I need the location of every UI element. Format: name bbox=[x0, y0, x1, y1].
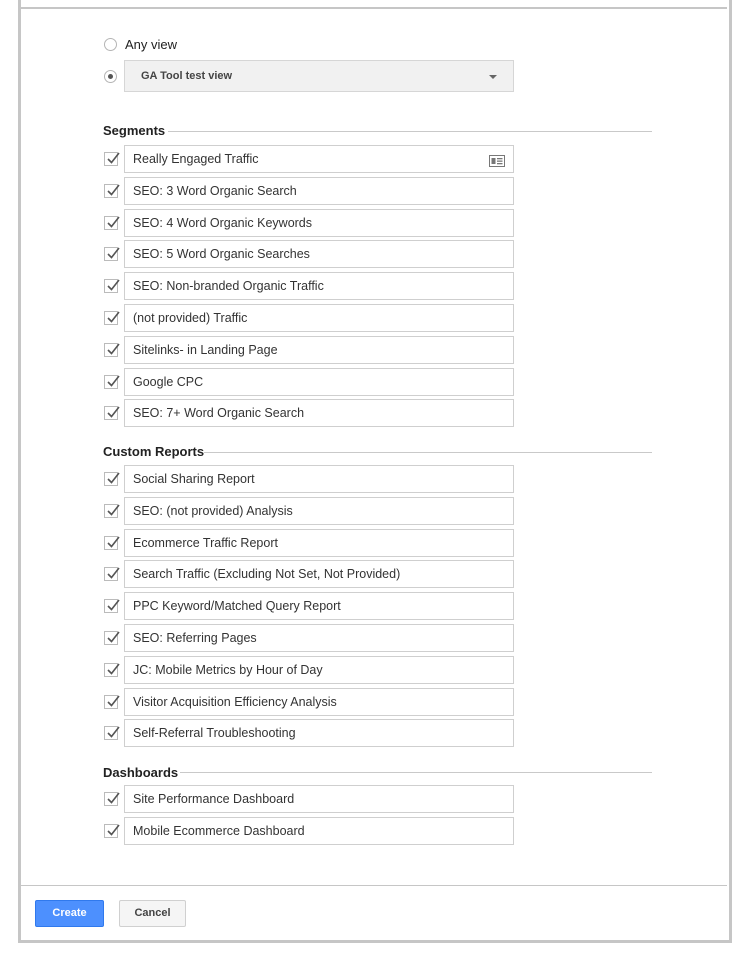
item-checkbox[interactable] bbox=[104, 599, 118, 613]
checkmark-icon bbox=[105, 535, 121, 551]
item-checkbox[interactable] bbox=[104, 343, 118, 357]
item-field[interactable] bbox=[124, 785, 514, 813]
dashboards-divider bbox=[180, 772, 652, 773]
segments-heading: Segments bbox=[103, 123, 166, 138]
item-label: SEO: 4 Word Organic Keywords bbox=[133, 215, 313, 230]
chevron-down-icon bbox=[489, 75, 497, 79]
item-field[interactable] bbox=[124, 688, 514, 716]
item-label: SEO: Referring Pages bbox=[133, 631, 257, 645]
checkmark-icon bbox=[105, 566, 121, 582]
footer-divider bbox=[21, 885, 727, 886]
item-field[interactable] bbox=[124, 560, 514, 588]
checkmark-icon bbox=[105, 405, 121, 421]
cancel-button[interactable]: Cancel bbox=[119, 900, 186, 927]
item-label: Ecommerce Traffic Report bbox=[133, 535, 278, 550]
item-field[interactable] bbox=[124, 177, 514, 205]
item-label: (not provided) Traffic bbox=[133, 311, 248, 325]
item-checkbox[interactable] bbox=[104, 663, 118, 677]
item-checkbox[interactable] bbox=[104, 375, 118, 389]
item-checkbox[interactable] bbox=[104, 152, 118, 166]
item-field[interactable] bbox=[124, 209, 514, 237]
item-label: Search Traffic (Excluding Not Set, Not Provided) bbox=[133, 567, 401, 582]
item-label: Mobile Ecommerce Dashboard bbox=[133, 824, 305, 838]
checkmark-icon bbox=[105, 791, 121, 807]
item-field[interactable] bbox=[124, 465, 514, 493]
item-checkbox[interactable] bbox=[104, 247, 118, 261]
item-field[interactable] bbox=[124, 719, 514, 747]
item-label: SEO: 3 Word Organic Search bbox=[133, 183, 297, 198]
item-checkbox[interactable] bbox=[104, 726, 118, 740]
any-view-radio[interactable] bbox=[104, 38, 117, 51]
item-checkbox[interactable] bbox=[104, 536, 118, 550]
item-checkbox[interactable] bbox=[104, 824, 118, 838]
item-label: Sitelinks- in Landing Page bbox=[133, 342, 278, 357]
item-label: SEO: (not provided) Analysis bbox=[133, 503, 293, 518]
checkmark-icon bbox=[105, 662, 121, 678]
item-label: Self-Referral Troubleshooting bbox=[133, 726, 296, 741]
item-label: Social Sharing Report bbox=[133, 472, 255, 486]
item-field[interactable] bbox=[124, 368, 514, 396]
item-field[interactable] bbox=[124, 656, 514, 684]
item-label: Visitor Acquisition Efficiency Analysis bbox=[133, 694, 337, 709]
checkmark-icon bbox=[105, 725, 121, 741]
item-field[interactable] bbox=[124, 336, 514, 364]
item-label: Really Engaged Traffic bbox=[133, 152, 259, 166]
view-select-value: GA Tool test view bbox=[141, 70, 233, 82]
item-label: SEO: 5 Word Organic Searches bbox=[133, 247, 310, 262]
item-label: PPC Keyword/Matched Query Report bbox=[133, 599, 341, 614]
item-checkbox[interactable] bbox=[104, 504, 118, 518]
item-field[interactable] bbox=[124, 399, 514, 427]
item-checkbox[interactable] bbox=[104, 631, 118, 645]
item-field[interactable] bbox=[124, 145, 514, 173]
any-view-label: Any view bbox=[125, 37, 178, 52]
checkmark-icon bbox=[105, 630, 121, 646]
item-checkbox[interactable] bbox=[104, 311, 118, 325]
item-field[interactable] bbox=[124, 240, 514, 268]
checkmark-icon bbox=[105, 215, 121, 231]
segments-divider bbox=[168, 131, 652, 132]
checkmark-icon bbox=[105, 151, 121, 167]
item-field[interactable] bbox=[124, 272, 514, 300]
checkmark-icon bbox=[105, 342, 121, 358]
checkmark-icon bbox=[105, 694, 121, 710]
item-field[interactable] bbox=[124, 529, 514, 557]
item-field[interactable] bbox=[124, 304, 514, 332]
item-field[interactable] bbox=[124, 624, 514, 652]
create-button[interactable]: Create bbox=[35, 900, 104, 927]
item-label: Site Performance Dashboard bbox=[133, 792, 295, 806]
checkmark-icon bbox=[105, 471, 121, 487]
item-checkbox[interactable] bbox=[104, 184, 118, 198]
checkmark-icon bbox=[105, 503, 121, 519]
checkmark-icon bbox=[105, 183, 121, 199]
checkmark-icon bbox=[105, 278, 121, 294]
item-checkbox[interactable] bbox=[104, 792, 118, 806]
item-checkbox[interactable] bbox=[104, 472, 118, 486]
item-label: JC: Mobile Metrics by Hour of Day bbox=[133, 662, 323, 677]
card-icon[interactable] bbox=[489, 154, 505, 172]
custom-reports-divider bbox=[204, 452, 652, 453]
specific-view-radio[interactable] bbox=[104, 70, 117, 83]
item-label: SEO: Non-branded Organic Traffic bbox=[133, 279, 324, 294]
item-label: Google CPC bbox=[133, 374, 204, 389]
checkmark-icon bbox=[105, 310, 121, 326]
custom-reports-heading: Custom Reports bbox=[103, 444, 205, 459]
checkmark-icon bbox=[105, 598, 121, 614]
item-checkbox[interactable] bbox=[104, 279, 118, 293]
checkmark-icon bbox=[105, 246, 121, 262]
item-checkbox[interactable] bbox=[104, 695, 118, 709]
checkmark-icon bbox=[105, 374, 121, 390]
item-checkbox[interactable] bbox=[104, 406, 118, 420]
checkmark-icon bbox=[105, 823, 121, 839]
item-field[interactable] bbox=[124, 817, 514, 845]
item-field[interactable] bbox=[124, 497, 514, 525]
item-checkbox[interactable] bbox=[104, 216, 118, 230]
dashboards-heading: Dashboards bbox=[103, 765, 179, 780]
view-select-dropdown[interactable] bbox=[124, 60, 514, 92]
item-checkbox[interactable] bbox=[104, 567, 118, 581]
item-label: SEO: 7+ Word Organic Search bbox=[133, 406, 305, 421]
item-field[interactable] bbox=[124, 592, 514, 620]
top-divider bbox=[21, 7, 727, 9]
